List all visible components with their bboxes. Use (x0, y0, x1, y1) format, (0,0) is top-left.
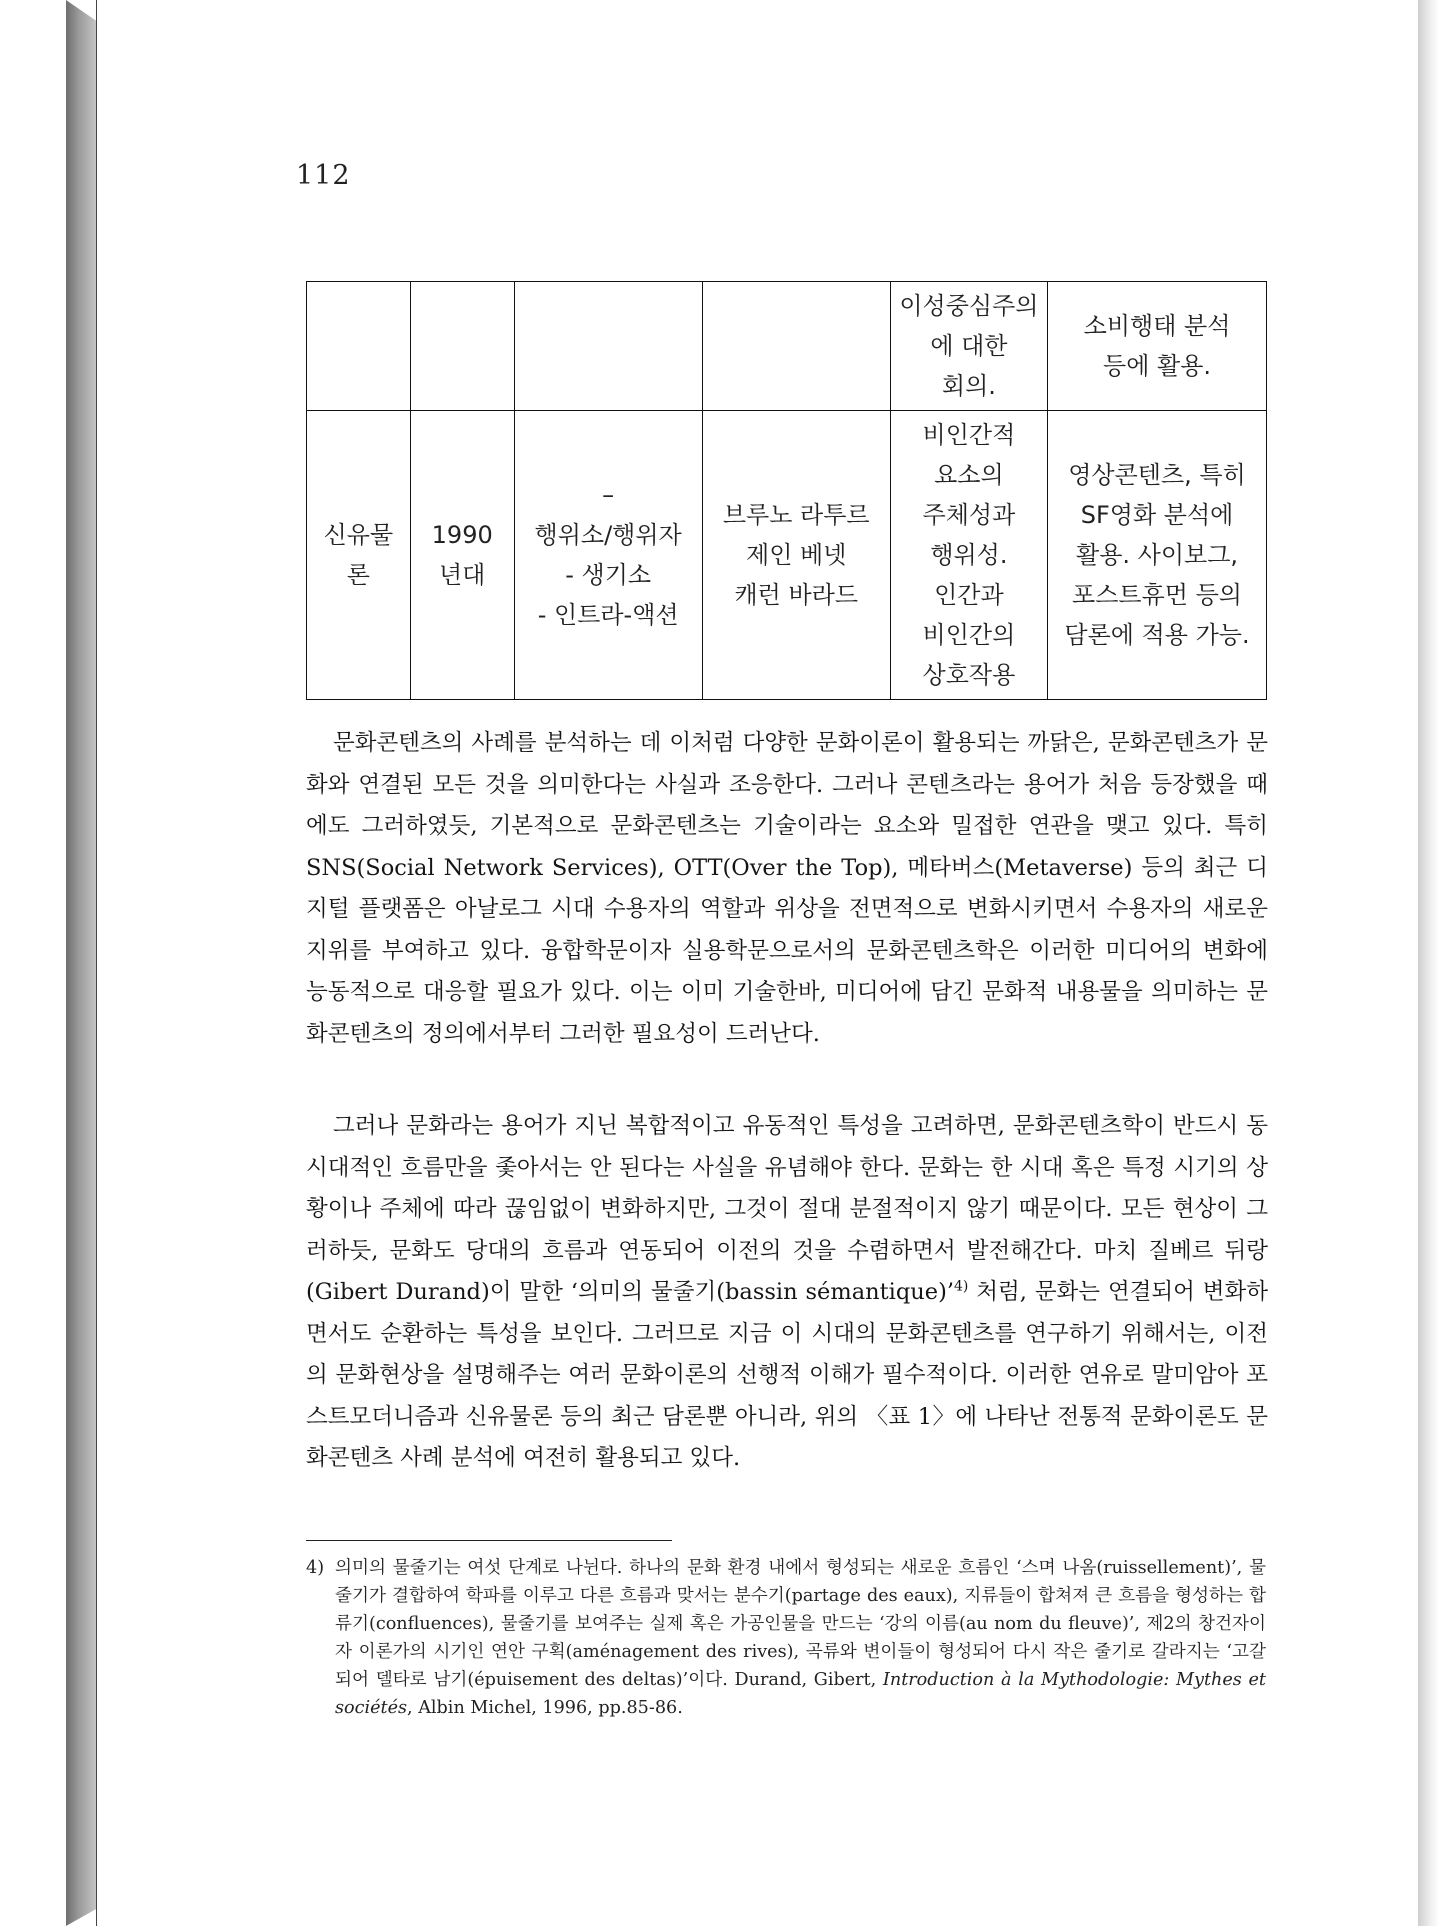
book-edge (66, 0, 98, 1926)
table-cell: – 행위소/행위자 - 생기소 - 인트라-액션 (514, 411, 702, 700)
footnote-separator (306, 1540, 672, 1541)
body-paragraph: 문화콘텐츠의 사례를 분석하는 데 이처럼 다양한 문화이론이 활용되는 까닭은, 문화콘텐츠가 문화와 연결된 모든 것을 의미한다는 사실과 조응한다. 그러나 콘텐츠라는 용어가 처음 등장했을 때에도 그러하였듯, 기본적으로 문화콘텐츠는 기술이라는 요소와 밀접한 연관을 맺고 있다. 특히 SNS(Social Network Services), OTT(Over the Top), 메타버스(Metaverse) 등의 최근 디지털 플랫폼은 아날로그 시대 수용자의 역할과 위상을 전면적으로 변화시키면서 수용자의 새로운 지위를 부여하고 있다. 융합학문이자 실용학문으로서의 문화콘텐츠학은 이러한 미디어의 변화에 능동적으로 대응할 필요가 있다. 이는 이미 기술한바, 미디어에 담긴 문화적 내용물을 의미하는 문화콘텐츠의 정의에서부터 그러한 필요성이 드러난다. (306, 730, 1268, 1047)
body-paragraph: 그러나 문화라는 용어가 지닌 복합적이고 유동적인 특성을 고려하면, 문화콘텐츠학이 반드시 동시대적인 흐름만을 좇아서는 안 된다는 사실을 유념해야 한다. 문화는 한 시대 혹은 특정 시기의 상황이나 주체에 따라 끊임없이 변화하지만, 그것이 절대 분절적이지 않기 때문이다. 모든 현상이 그러하듯, 문화도 당대의 흐름과 연동되어 이전의 것을 수렴하면서 발전해간다. 마치 질베르 뒤랑(Gibert Durand)이 말한 ‘의미의 물줄기(bassin sémantique)’$^{4)}$ 처럼, 문화는 연결되어 변화하면서도 순환하는 특성을 보인다. 그러므로 지금 이 시대의 문화콘텐츠를 연구하기 위해서는, 이전의 문화현상을 설명해주는 여러 문화이론의 선행적 이해가 필수적이다. 이러한 연유로 말미암아 포스트모더니즘과 신유물론 등의 최근 담론뿐 아니라, 위의 〈표 1〉에 나타난 전통적 문화이론도 문화콘텐츠 사례 분석에 여전히 활용되고 있다. (306, 1113, 1268, 1471)
theory-table (306, 281, 1267, 700)
book-title: Introduction à la Mythodologie: Mythes et sociétés (335, 1670, 1266, 1718)
page-shadow (1418, 0, 1439, 1926)
table-cell: 브루노 라투르 제인 베넷 캐런 바라드 (702, 411, 890, 700)
table-row (307, 411, 1267, 700)
table-cell (410, 282, 514, 411)
table-row (307, 282, 1267, 411)
table-cell (702, 282, 890, 411)
table-cell: 비인간적 요소의 주체성과 행위성. 인간과 비인간의 상호작용 (890, 411, 1047, 700)
page-number: 112 (296, 160, 351, 191)
footnote-ref[interactable]: 4) (954, 1278, 969, 1295)
table-cell (514, 282, 702, 411)
table-cell: 소비행태 분석 등에 활용. (1048, 282, 1267, 411)
table-cell (307, 282, 411, 411)
table-cell: 영상콘텐츠, 특히 SF영화 분석에 활용. 사이보그, 포스트휴먼 등의 담론에 적용 가능. (1048, 411, 1267, 700)
table-cell: 이성중심주의 에 대한 회의. (890, 282, 1047, 411)
table-cell: 1990 년대 (410, 411, 514, 700)
footnote-number: 4) (306, 1558, 325, 1578)
table-cell: 신유물 론 (307, 411, 411, 700)
footnote: 4) 의미의 물줄기는 여섯 단계로 나뉜다. 하나의 문화 환경 내에서 형성되는 새로운 흐름인 ‘스며 나옴(ruissellement)’, 물줄기가 결합하여 학파를 이루고 다른 흐름과 맞서는 분수기(partage des eaux), 지류들이 합쳐져 큰 흐름을 형성하는 합류기(confluences), 물줄기를 보여주는 실제 혹은 가공인물을 만드는 ‘강의 이름(au nom du fleuve)’, 제2의 창건자이자 이론가의 시기인 연안 구획(aménagement des rives), 곡류와 변이들이 형성되어 다시 작은 줄기로 갈라지는 ‘고갈되어 델타로 남기(épuisement des deltas)’이다. Durand, Gibert, Introduction à la Mythodologie: Mythes et sociétés, Albin Michel, 1996, pp.85-86. (306, 1554, 1266, 1722)
